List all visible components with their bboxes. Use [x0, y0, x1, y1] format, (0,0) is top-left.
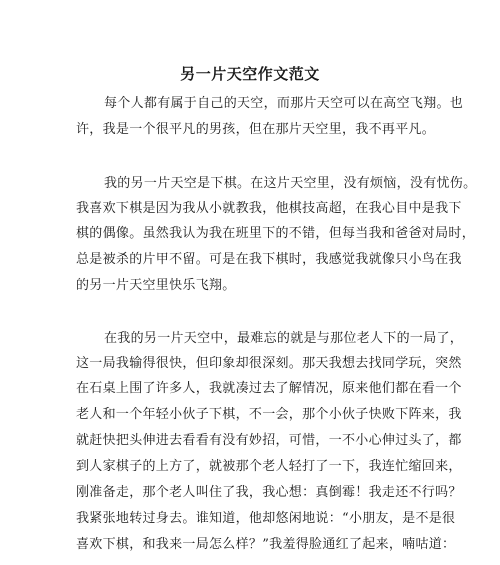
paragraph-3-line-1: 在我的另一片天空中，最难忘的就是与那位老人下的一局了，: [104, 331, 464, 346]
paragraph-2-line-3: 棋的偶像。虽然我认为我在班里下的不错，但每当我和爸爸对局时，: [76, 226, 476, 241]
document-title: 另一片天空作文范文: [180, 65, 320, 83]
paragraph-3-line-9: 喜欢下棋，和我来一局怎么样？”我羞得脸通红了起来，喃咕道：: [76, 537, 456, 552]
paragraph-3-line-8: 我紧张地转过身去。谁知道，他却悠闲地说：“小朋友，是不是很: [76, 511, 456, 526]
paragraph-2-line-5: 的另一片天空里快乐飞翔。: [76, 278, 236, 293]
paragraph-3-line-7: 刚准备走，那个老人叫住了我，我心想：真倒霉！我走还不行吗？: [76, 485, 462, 500]
paragraph-1-line-1: 每个人都有属于自己的天空，而那片天空可以在高空飞翔。也: [104, 96, 464, 111]
paragraph-2-line-4: 总是被杀的片甲不留。可是在我下棋时，我感觉我就像只小鸟在我: [76, 252, 462, 267]
paragraph-3-line-3: 在石桌上围了许多人，我就凑过去了解情况，原来他们都在看一个: [76, 381, 462, 396]
paragraph-3-line-4: 老人和一个年轻小伙子下棋，不一会，那个小伙子快败下阵来，我: [76, 407, 462, 422]
paragraph-3-line-2: 这一局我输得很快，但印象却很深刻。那天我想去找同学玩，突然: [76, 356, 462, 371]
paragraph-3-line-5: 就赶快把头伸进去看看有没有妙招，可惜，一不小心伸过头了，都: [76, 433, 462, 448]
paragraph-2-line-2: 我喜欢下棋是因为我从小就教我，他棋技高超，在我心目中是我下: [76, 201, 462, 216]
paragraph-2-line-1: 我的另一片天空是下棋。在这片天空里，没有烦恼，没有忧伤。: [104, 176, 477, 191]
paragraph-3-line-6: 到人家棋子的上方了，就被那个老人轻打了一下，我连忙缩回来，: [76, 459, 462, 474]
paragraph-1-line-2: 许，我是一个很平凡的男孩，但在那片天空里，我不再平凡。: [76, 122, 436, 137]
